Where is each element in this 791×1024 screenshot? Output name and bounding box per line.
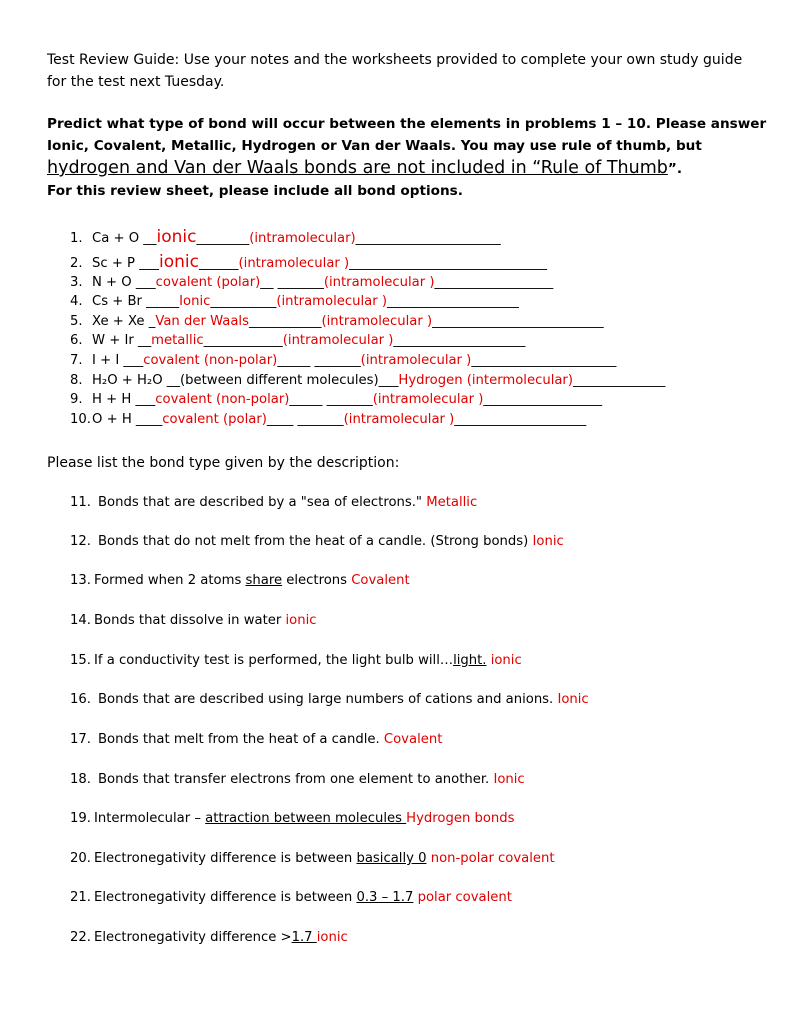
answer-bond: ionic bbox=[156, 227, 197, 247]
answer: Ionic bbox=[493, 772, 525, 787]
answer: Covalent bbox=[351, 573, 410, 588]
intro-paragraph: Test Review Guide: Use your notes and the worksheets provided to complete your own study guide for the test next Tuesday. bbox=[47, 52, 743, 90]
answer: Covalent bbox=[383, 732, 443, 747]
problem-item: 6. W + Ir __metallic____________(intramolecular )____________________ bbox=[70, 333, 526, 348]
answer-type: (intramolecular ) bbox=[372, 392, 484, 407]
answer-type: (intramolecular) bbox=[249, 231, 356, 246]
instructions-paragraph bbox=[47, 113, 767, 202]
answer: Ionic bbox=[557, 692, 589, 707]
answer-bond: covalent (polar) bbox=[155, 275, 261, 290]
answer-bond: covalent (polar) bbox=[162, 412, 267, 427]
description-item: 17. Bonds that melt from the heat of a candle. Covalent bbox=[70, 732, 443, 747]
problem-item: 9. H + H ___covalent (non-polar)_____ _______(intramolecular )__________________ bbox=[70, 392, 603, 407]
answer-type: (intramolecular ) bbox=[276, 294, 387, 309]
description-item: 16. Bonds that are described using large numbers of cations and anions. Ionic bbox=[70, 692, 589, 707]
instructions-note: For this review sheet, please include all bond options. bbox=[47, 183, 463, 199]
answer: ionic bbox=[316, 930, 348, 945]
answer-bond: Ionic bbox=[179, 294, 211, 309]
answer-bond: covalent (non-polar) bbox=[155, 392, 290, 407]
instructions-highlight: hydrogen and Van der Waals bonds are not included in “Rule of Thumb bbox=[47, 158, 668, 178]
answer-type: (intramolecular ) bbox=[360, 353, 472, 368]
problem-item: 1. Ca + O __ionic________(intramolecular)______________________ bbox=[70, 227, 501, 247]
answer-bond: Hydrogen (intermolecular) bbox=[398, 373, 574, 388]
answer: non-polar covalent bbox=[430, 851, 555, 866]
description-item: 20. Electronegativity difference is between basically 0 non-polar covalent bbox=[70, 851, 555, 866]
problem-item: 2. Sc + P ___ionic______(intramolecular )______________________________ bbox=[70, 252, 547, 272]
answer: Ionic bbox=[532, 534, 564, 549]
answer-type: (intramolecular ) bbox=[282, 333, 394, 348]
problem-item: 3. N + O ___covalent (polar)__ _______(intramolecular )__________________ bbox=[70, 275, 554, 290]
answer: Metallic bbox=[426, 495, 478, 510]
section-title: Please list the bond type given by the description: bbox=[47, 455, 400, 471]
answer: polar covalent bbox=[417, 890, 512, 905]
problem-item: 8. H₂O + H₂O __(between different molecules)___Hydrogen (intermolecular)______________ bbox=[70, 373, 666, 388]
answer-bond: Van der Waals bbox=[155, 314, 249, 329]
description-item: 21. Electronegativity difference is between 0.3 – 1.7 polar covalent bbox=[70, 890, 512, 905]
description-item: 22. Electronegativity difference >1.7 ionic bbox=[70, 930, 348, 945]
answer: ionic bbox=[490, 653, 522, 668]
description-item: 13. Formed when 2 atoms share electrons Covalent bbox=[70, 573, 410, 588]
instructions-text: Predict what type of bond will occur between the elements in problems 1 – 10. Please answer Ionic, Covalent, Metallic, Hydrogen or Van der Waals. You may use rule of thumb, but bbox=[47, 116, 767, 154]
problem-item: 4. Cs + Br _____Ionic__________(intramolecular )____________________ bbox=[70, 294, 519, 309]
description-item: 12. Bonds that do not melt from the heat of a candle. (Strong bonds) Ionic bbox=[70, 534, 564, 549]
instructions-end-quote: ”. bbox=[667, 161, 683, 177]
answer-type: (intramolecular ) bbox=[321, 314, 433, 329]
problem-item: 7. I + I ___covalent (non-polar)_____ _______(intramolecular )______________________ bbox=[70, 353, 617, 368]
answer-type: (intramolecular ) bbox=[323, 275, 435, 290]
answer-bond: ionic bbox=[158, 252, 199, 272]
description-item: 18. Bonds that transfer electrons from one element to another. Ionic bbox=[70, 772, 525, 787]
answer-type: (intramolecular ) bbox=[238, 256, 350, 271]
answer: Hydrogen bonds bbox=[406, 811, 515, 826]
answer-bond: covalent (non-polar) bbox=[143, 353, 278, 368]
answer: ionic bbox=[285, 613, 317, 628]
answer-bond: metallic bbox=[151, 333, 204, 348]
answer-type: (intramolecular ) bbox=[343, 412, 455, 427]
problem-item: 5. Xe + Xe _Van der Waals___________(intramolecular )__________________________ bbox=[70, 314, 604, 329]
description-item: 14. Bonds that dissolve in water ionic bbox=[70, 613, 317, 628]
description-item: 19. Intermolecular – attraction between molecules Hydrogen bonds bbox=[70, 811, 515, 826]
problem-item: 10.O + H ____covalent (polar)____ _______(intramolecular )____________________ bbox=[70, 412, 587, 427]
description-item: 11. Bonds that are described by a "sea of electrons." Metallic bbox=[70, 495, 478, 510]
description-item: 15. If a conductivity test is performed, the light bulb will…light. ionic bbox=[70, 653, 522, 668]
